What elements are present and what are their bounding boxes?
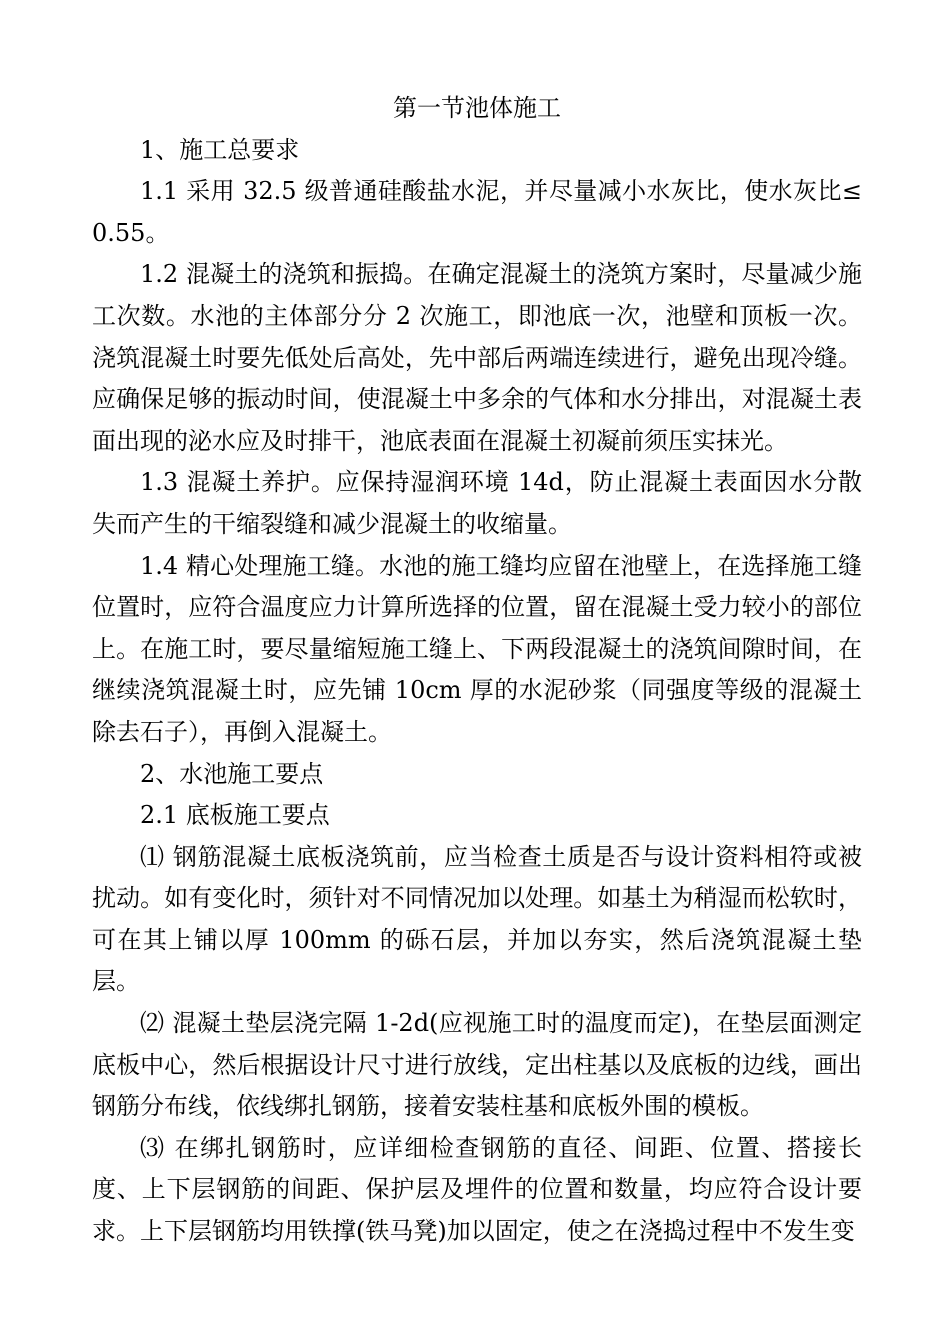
paragraph-item-3: ⑶ 在绑扎钢筋时，应详细检查钢筋的直径、间距、位置、搭接长度、上下层钢筋的间距、保护层及埋件的位置和数量，均应符合设计要求。上下层钢筋均用铁撑(铁马凳)加以固定，使之在浇捣过程中不发生变 bbox=[92, 1133, 862, 1246]
paragraph-1-1: 1.1 采用 32.5 级普通硅酸盐水泥，并尽量减小水灰比，使水灰比≤0.55。 bbox=[92, 177, 862, 247]
paragraph-1-3: 1.3 混凝土养护。应保持湿润环境 14d，防止混凝土表面因水分散失而产生的干缩裂缝和减少混凝土的收缩量。 bbox=[92, 468, 862, 538]
section-title: 第一节池体施工 bbox=[393, 94, 561, 122]
paragraph-1-2: 1.2 混凝土的浇筑和振捣。在确定混凝土的浇筑方案时，尽量减少施工次数。水池的主体部分分 2 次施工，即池底一次，池壁和顶板一次。浇筑混凝土时要先低处后高处，先中部后两端连续进行，避免出现冷缝。应确保足够的振动时间，使混凝土中多余的气体和水分排出，对混凝土表面出现的泌水应及时排干，池底表面在混凝土初凝前须压实抹光。 bbox=[92, 260, 862, 455]
paragraph-1-4: 1.4 精心处理施工缝。水池的施工缝均应留在池壁上，在选择施工缝位置时，应符合温度应力计算所选择的位置，留在混凝土受力较小的部位上。在施工时，要尽量缩短施工缝上、下两段混凝土的浇筑间隙时间，在继续浇筑混凝土时，应先铺 10cm 厚的水泥砂浆（同强度等级的混凝土除去石子），再倒入混凝土。 bbox=[92, 551, 862, 746]
paragraph-item-2: ⑵ 混凝土垫层浇完隔 1-2d(应视施工时的温度而定)，在垫层面测定底板中心，然后根据设计尺寸进行放线，定出柱基以及底板的边线，画出钢筋分布线，依线绑扎钢筋，接着安装柱基和底板外围的模板。 bbox=[92, 1009, 862, 1121]
heading-general-requirements: 1、施工总要求 bbox=[140, 135, 300, 164]
heading-2-1: 2.1 底板施工要点 bbox=[140, 801, 330, 830]
heading-pool-construction-points: 2、水池施工要点 bbox=[140, 759, 324, 788]
paragraph-item-1: ⑴ 钢筋混凝土底板浇筑前，应当检查土质是否与设计资料相符或被扰动。如有变化时，须针对不同情况加以处理。如基土为稍湿而松软时，可在其上铺以厚 100mm 的砾石层，并加以夯实，然后浇筑混凝土垫层。 bbox=[92, 842, 862, 996]
document-page bbox=[92, 88, 862, 1253]
